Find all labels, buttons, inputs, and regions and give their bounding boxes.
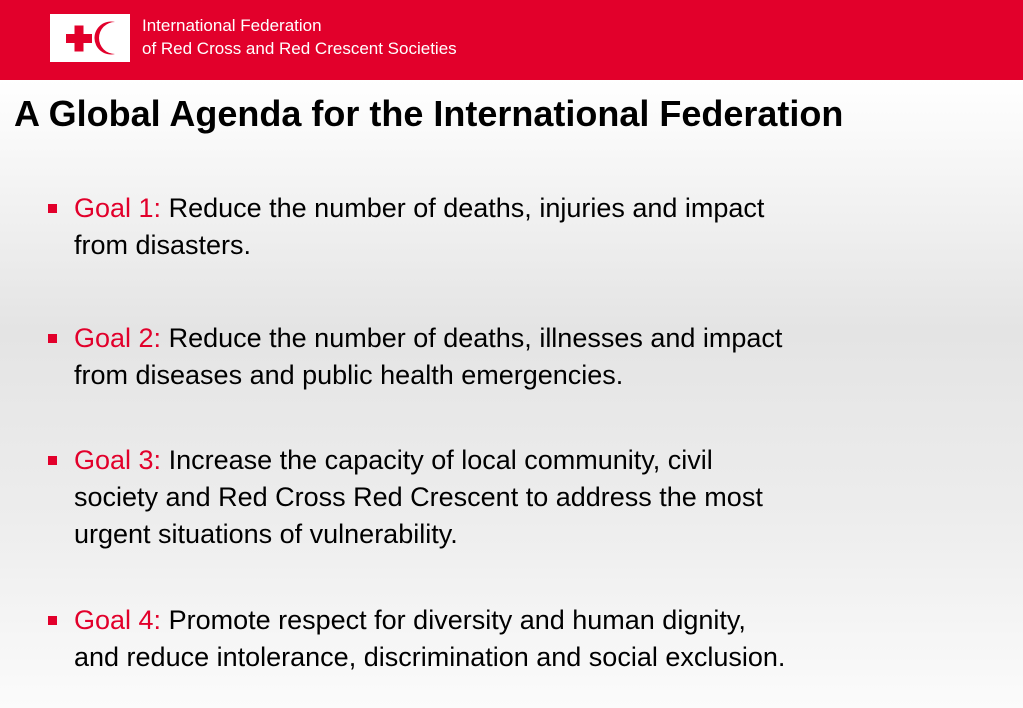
- header-bar: [0, 0, 1023, 80]
- goal-line: society and Red Cross Red Crescent to address the most: [74, 482, 763, 512]
- goal-line: from diseases and public health emergencies.: [74, 360, 624, 390]
- bullet-square-icon: [48, 456, 57, 465]
- org-name-line-2: of Red Cross and Red Crescent Societies: [142, 39, 457, 58]
- goal-line: [74, 320, 1004, 357]
- goal-item-4: [44, 602, 1004, 676]
- goal-item-2: [44, 320, 1004, 394]
- goal-text: [74, 602, 1004, 676]
- goal-line: [74, 190, 1004, 227]
- goal-label: Goal 2:: [74, 323, 162, 353]
- goal-line-text: Increase the capacity of local community, civil: [168, 445, 713, 475]
- goal-line-text: Reduce the number of deaths, illnesses and impact: [168, 323, 783, 353]
- goal-line-text: Reduce the number of deaths, injuries and impact: [168, 193, 765, 223]
- bullet-square-icon: [48, 334, 57, 343]
- bullet-square-icon: [48, 616, 57, 625]
- bullet-square-icon: [48, 204, 57, 213]
- red-cross-red-crescent-logo-icon: [50, 14, 130, 62]
- goal-item-1: [44, 190, 1004, 264]
- goal-line: from disasters.: [74, 230, 252, 260]
- goal-label: Goal 3:: [74, 445, 162, 475]
- goal-text: [74, 320, 1004, 394]
- goal-text: [74, 442, 1004, 553]
- goal-line: [74, 602, 1004, 639]
- goal-label: Goal 4:: [74, 605, 162, 635]
- emblem-icon: [52, 16, 128, 60]
- goal-line: and reduce intolerance, discrimination and social exclusion.: [74, 642, 786, 672]
- slide-title: A Global Agenda for the International Federation: [14, 93, 844, 134]
- goal-line: [74, 442, 1004, 479]
- goal-item-3: [44, 442, 1004, 553]
- goal-text: [74, 190, 1004, 264]
- goal-label: Goal 1:: [74, 193, 162, 223]
- goal-line-text: Promote respect for diversity and human dignity,: [168, 605, 746, 635]
- goal-line: urgent situations of vulnerability.: [74, 519, 458, 549]
- organization-name: [142, 14, 457, 60]
- org-name-line-1: International Federation: [142, 16, 322, 35]
